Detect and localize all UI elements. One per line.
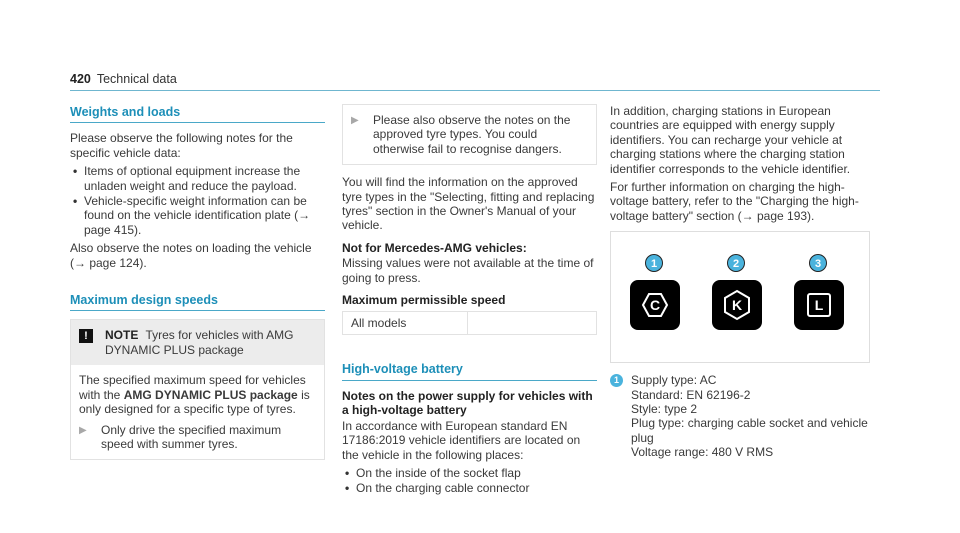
hv-list [342,466,597,496]
hv-subheading: Notes on the power supply for vehicles with a high-voltage battery [342,388,593,418]
column-1 [70,96,325,460]
note-paragraph [79,373,316,416]
col3-para1: In addition, charging stations in European countries are equipped with energy supply identifiers. You can recharge your vehicle at charging stations where the charging station identifier corresponds to the vehicle identifier. [610,104,851,176]
plug-letter: K [731,297,743,314]
note-header [71,320,324,365]
callout-badge-2: 2 [727,254,745,272]
speed-table [342,311,597,335]
plug-letter: L [814,297,824,314]
note-content [105,328,316,357]
caption-line: Voltage range: 480 V RMS [631,445,774,460]
header-divider [70,90,880,91]
weights-outro[interactable]: Also observe the notes on loading the vehicle (→ page 124). [70,241,312,270]
weights-list [70,164,325,237]
table-cell: All models [343,312,468,334]
caption-line: Standard: EN 62196-2 [631,387,751,402]
play-arrow-icon: ▶ [79,424,87,436]
note-body [71,365,324,459]
callout-badge-1: 1 [645,254,663,272]
warning-icon: ! [79,329,93,343]
note-label: NOTE [105,328,139,343]
weights-heading: Weights and loads [70,96,325,123]
header-title: Technical data [96,72,177,86]
note-body-post: is only designed for a specific type of tyres. [79,387,310,417]
page-number: 420 [70,72,91,86]
identifier-figure [610,231,870,363]
hv-text: In accordance with European standard EN 17186:2019 vehicle identifiers are located on the vehicle in the following places: [342,418,581,462]
column-3 [610,104,870,460]
plug-letter: C [649,297,661,314]
caption-lines [631,373,870,459]
caption-badge: 1 [610,374,623,387]
instruction-step [79,423,316,452]
page-header [70,72,177,86]
list-item: • Items of optional equipment increase the unladen weight and reduce the payload. [70,164,325,193]
hv-heading: High-voltage battery [342,353,597,380]
tyre-info: You will find the information on the approved tyre types in the "Selecting, fitting and replacing tyres" section in the Owner's Manual of your vehicle. [342,175,595,233]
perm-speed-heading: Maximum permissible speed [342,293,506,308]
note-text: Tyres for vehicles with AMG DYNAMIC PLUS package [105,328,294,357]
play-arrow-icon: ▶ [351,115,359,126]
column-2 [342,104,597,500]
max-speeds-heading: Maximum design speeds [70,284,325,311]
square-l-icon [794,280,844,330]
callout-badge-3: 3 [809,254,827,272]
list-item: • On the charging cable connector [342,481,597,495]
hexagon-c-icon [630,280,680,330]
hexagon-k-icon [712,280,762,330]
note-body-pre: The specified maximum speed for vehicles with the [79,373,306,402]
figure-caption [610,373,870,459]
list-item: • On the inside of the socket flap [342,466,597,480]
weights-intro: Please observe the following notes for the specific vehicle data: [70,131,293,160]
list-item[interactable]: • Vehicle-specific weight information can be found on the vehicle identification plate (→ page 415). [70,194,325,237]
amg-heading: Not for Mercedes-AMG vehicles: [342,240,527,255]
caption-line: Plug type: charging cable socket and vehicle plug [631,416,868,445]
hint-box [342,104,597,165]
hint-text: Please also observe the notes on the approved tyre types. You could otherwise fail to recognise dangers. [373,113,571,156]
note-box [70,319,325,460]
caption-line: Supply type: AC [631,373,717,388]
note-body-bold: AMG DYNAMIC PLUS package [123,387,298,402]
amg-text: Missing values were not available at the time of going to press. [342,256,594,285]
caption-line: Style: type 2 [631,402,698,417]
step-text: Only drive the specified maximum speed with summer tyres. [101,422,282,451]
col3-para2[interactable]: For further information on charging the high-voltage battery, refer to the "Charging the high-voltage battery" section (→ page 193). [610,180,859,223]
